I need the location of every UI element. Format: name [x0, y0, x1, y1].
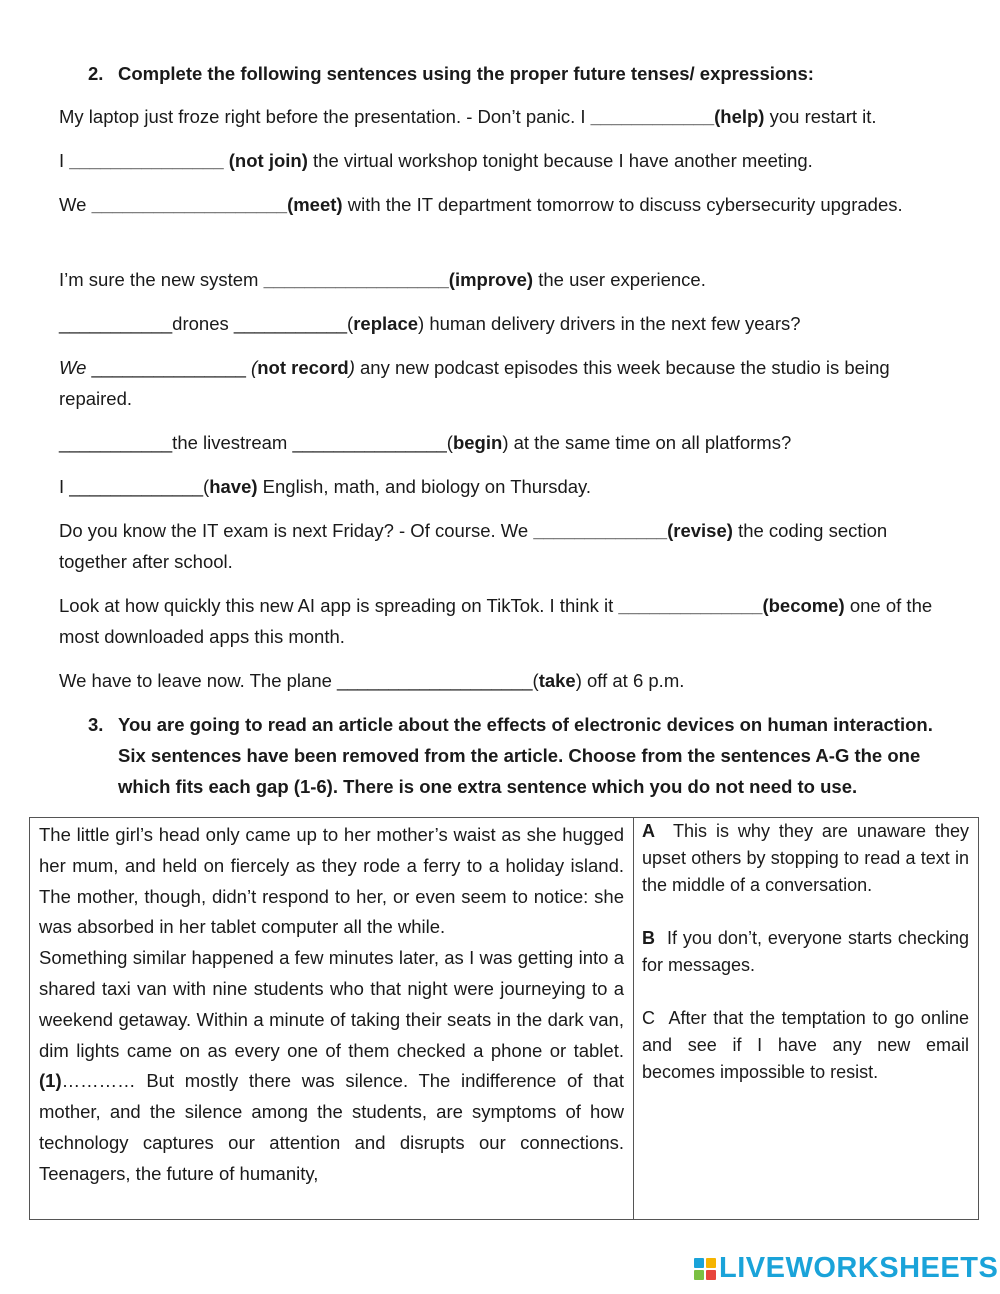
liveworksheets-logo [694, 1252, 998, 1285]
options-cell [634, 818, 979, 1220]
sentence-5: ___________drones ___________(replace) human delivery drivers in the next few years? [59, 313, 801, 334]
article-text-cell [30, 818, 634, 1220]
sentence-9: Do you know the IT exam is next Friday? - Of course. We _____________(revise) the coding section together after school. [59, 520, 888, 572]
section-2-number: 2. [88, 63, 104, 84]
section-3-heading [88, 709, 958, 802]
sentence-1: My laptop just froze right before the presentation. - Don’t panic. I ____________(help) you restart it. [59, 106, 877, 127]
brand-name: LIVEWORKSHEETS [719, 1252, 999, 1284]
sentence-4: I’m sure the new system __________________(improve) the user experience. [59, 269, 706, 290]
liveworksheets-logo-icon [694, 1258, 716, 1280]
article-paragraph-2: Something similar happened a few minutes later, as I was getting into a shared taxi van with nine students who that night were journeying to a weekend getaway. Within a minute of taking their seats in the dark van, dim lights came on as every one of them checked a phone or tablet. (1)………… But mostly there was silence. The indifference of that mother, and the silence among the students, are symptoms of how technology captures our attention and disrupts our connections. Teenagers, the future of humanity, [39, 947, 624, 1184]
section-2-heading [88, 58, 958, 89]
article-paragraph-1: The little girl’s head only came up to her mother’s waist as she hugged her mum, and held on fiercely as they rode a ferry to a holiday island. The mother, though, didn’t respond to her, or even seem to notice: she was absorbed in her tablet computer all the while. [39, 824, 624, 938]
section-3-instruction: You are going to read an article about the effects of electronic devices on human interaction. Six sentences have been removed from the article. Choose from the sentences A-G the one which fits each gap (1-6). There is one extra sentence which you do not need to use. [118, 714, 933, 797]
gap-1-label: (1) [39, 1070, 62, 1092]
option-c: C After that the temptation to go online and see if I have any new email becomes impossible to resist. [642, 1008, 969, 1082]
sentence-7: ___________the livestream _______________(begin) at the same time on all platforms? [59, 432, 792, 453]
sentence-2: I _______________ (not join) the virtual workshop tonight because I have another meeting. [59, 150, 813, 171]
sentence-8: I _____________(have) English, math, and biology on Thursday. [59, 476, 592, 497]
sentence-6: We _______________ (not record) any new podcast episodes this week because the studio is being repaired. [59, 357, 890, 409]
sentence-10: Look at how quickly this new AI app is spreading on TikTok. I think it ______________(become) one of the most downloaded apps this month. [59, 595, 933, 647]
article-table [29, 817, 979, 1220]
sentence-11: We have to leave now. The plane ___________________(take) off at 6 p.m. [59, 670, 685, 691]
option-a: A This is why they are unaware they upset others by stopping to read a text in the middle of a conversation. [642, 821, 969, 895]
section-2-instruction: Complete the following sentences using the proper future tenses/ expressions: [118, 63, 814, 84]
sentence-3: We ___________________(meet) with the IT department tomorrow to discuss cybersecurity upgrades. [59, 194, 903, 215]
section-3-number: 3. [88, 714, 104, 735]
option-b: B If you don’t, everyone starts checking for messages. [642, 928, 969, 975]
